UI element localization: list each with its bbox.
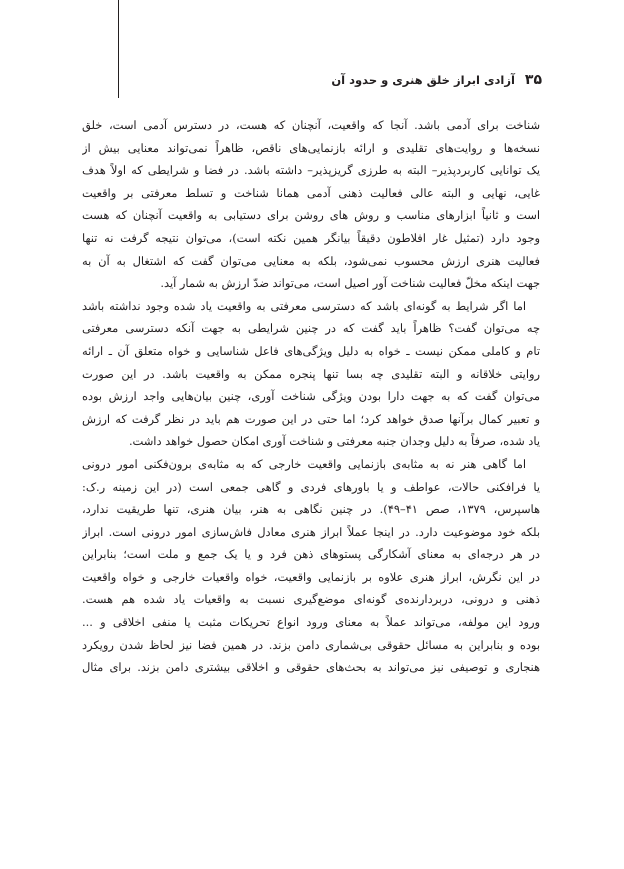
body-line: فعالیت هنری ارزش محسوب نمی‌شود، بلکه به معنایی می‌توان گفت که اشتغال به آن به	[82, 253, 540, 268]
body-line: اما اگر شرایط به گونه‌ای باشد که دسترسی معرفتی به واقعیت یاد شده وجود نداشته باشد	[82, 298, 526, 313]
body-line: یاد شده، صرفاً به دلیل وجدان جنبه معرفتی و شناخت آوری امکان حصول خواهد داشت.	[128, 434, 540, 449]
body-line: اما گاهی هنر نه به مثابه‌ی بازنمایی واقعیت خارجی که به مثابه‌ی برون‌فکنی امور درونی	[82, 456, 526, 471]
body-line: یک توانایی کاربردپذیر– البته به طرزی گریزپذیر– داشته باشد. در فضا و شرایطی که اولاً هدف	[82, 163, 540, 178]
body-line: شناخت برای آدمی باشد. آنجا که واقعیت، آنچنان که هست، در دسترس آدمی است، خلق	[82, 118, 540, 132]
body-line: می‌توان گفت که به جهت دارا بودن ویژگی شناخت آوری، چنین بیان‌هایی واجد ارزش بوده	[82, 389, 540, 404]
body-line: چه می‌توان گفت؟ ظاهراً باید گفت که در چنین شرایطی به جهت آنکه دسترسی معرفتی	[82, 321, 540, 336]
body-line: روایتی خلاقانه و البته تقلیدی چه بسا تنها پنجره ممکن به واقعیت باشد. در این صورت	[82, 366, 540, 381]
body-text	[82, 114, 540, 679]
body-line: و تعبیر کمال برآنها صدق خواهد کرد؛ اما حتی در این صورت هم باید در نظر گرفت که ارزش	[82, 411, 540, 426]
body-line: است و ثانیاً ابزارهای مناسب و روش های روشن برای دستیابی به واقعیت آنچنان که هست	[82, 208, 540, 223]
body-line: در این نگرش، ابراز هنری علاوه بر بازنمایی واقعیت، خواه واقعیات خارجی و خواه واقعیت	[82, 569, 540, 584]
body-line: وجود دارد (تمثیل غار افلاطون دقیقاً بیانگر همین نکته است)، می‌توان نتیجه گرفت نه تنها	[82, 230, 540, 245]
body-line: بوده و بنابراین به مسائل حقوقی بی‌شماری دامن بزند. در همین فضا نیز لحاظ شدن رویکرد	[82, 637, 540, 652]
running-title: آزادی ابراز خلق هنری و حدود آن	[331, 73, 515, 87]
body-line: هنجاری و توصیفی نیز می‌تواند به بحث‌های حقوقی و اخلاقی بیشتری دامن بزند. برای مثال	[82, 660, 540, 675]
body-line: نسخه‌ها و روایت‌های تقلیدی و ارائه بازنمایی‌های ناقص، ظاهراً نمی‌تواند معنایی بیش از	[82, 140, 540, 155]
body-line: در هر درجه‌ای به معنای آشکارگی پستوهای ذهن فرد و یا یک جمع و ملت است؛ بنابراین	[82, 547, 540, 562]
body-line: بلکه خود موضوعیت دارد. در اینجا عملاً ابراز هنری معادل فاش‌سازی امور درونی است. ابراز	[82, 524, 540, 539]
body-line: ذهنی و درونی، دربردارنده‌ی گونه‌ای موضع‌گیری نسبت به واقعیات یاد شده هم هست.	[82, 592, 540, 607]
body-line: جهت اینکه مخلّ فعالیت شناخت آور اصیل است، می‌تواند ضدّ ارزش به شمار آید.	[160, 276, 540, 291]
body-line: تام و کاملی ممکن نیست ـ خواه به دلیل ویژگی‌های فاعل شناسایی و خواه متعلق آن ـ ارائه	[82, 343, 540, 358]
body-line: غایی، نهایی و البته عالی فعالیت ذهنی آدمی همانا شناخت و تسلط معرفتی بر واقعیت	[82, 185, 540, 200]
running-header	[118, 68, 542, 92]
page-number: ۳۵	[524, 72, 542, 88]
body-line: یا فرافکنی حالات، عواطف و یا باورهای فردی و گاهی جمعی است (در این زمینه ر.ک:	[82, 479, 540, 494]
body-line: ورود این مولفه، می‌تواند عملاً به معنای ورود انواع تحریکات مثبت یا منفی اخلاقی و ...	[82, 615, 540, 630]
body-line: هاسپرس، ۱۳۷۹، صص ۴۱–۴۹). در چنین نگاهی به هنر، بیان هنری، تنها طریقیت ندارد،	[82, 502, 540, 517]
